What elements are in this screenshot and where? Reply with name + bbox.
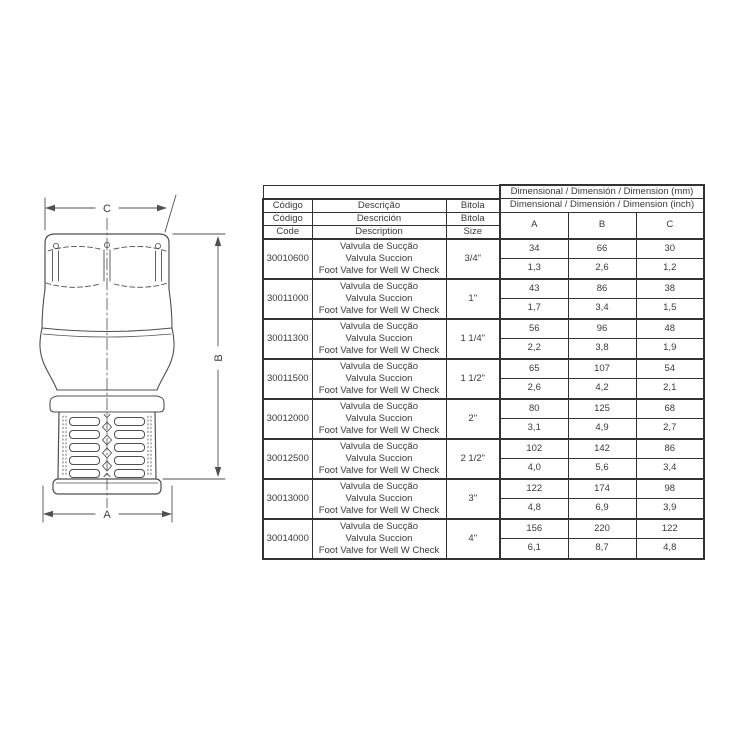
desc-line-pt: Valvula de Sucção — [340, 520, 418, 532]
desc-line-en: Foot Valve for Well W Check — [318, 504, 440, 516]
row-size: 1" — [446, 279, 500, 319]
mm-c: 68 — [636, 399, 704, 419]
inch-c: 2,7 — [636, 419, 704, 439]
desc-line-es: Valvula Succion — [345, 252, 413, 264]
desc-line-pt: Valvula de Sucção — [340, 440, 418, 452]
inch-b: 4,9 — [568, 419, 636, 439]
row-description — [312, 279, 446, 319]
header-descricao-pt: Descrição — [312, 199, 446, 213]
row-description — [312, 319, 446, 359]
desc-line-es: Valvula Succion — [345, 492, 413, 504]
dimension-table — [262, 184, 705, 560]
desc-line-pt: Valvula de Sucção — [340, 400, 418, 412]
mm-c: 98 — [636, 479, 704, 499]
desc-line-en: Foot Valve for Well W Check — [318, 344, 440, 356]
row-description — [312, 439, 446, 479]
header-bitola-es: Bitola — [446, 212, 500, 225]
desc-line-en: Foot Valve for Well W Check — [318, 384, 440, 396]
desc-line-en: Foot Valve for Well W Check — [318, 424, 440, 436]
mm-b: 220 — [568, 519, 636, 539]
inch-c: 1,9 — [636, 339, 704, 359]
mm-c: 38 — [636, 279, 704, 299]
row-size: 1 1/4" — [446, 319, 500, 359]
row-code: 30011300 — [263, 319, 312, 359]
mm-b: 174 — [568, 479, 636, 499]
mm-c: 30 — [636, 239, 704, 259]
row-code: 30012000 — [263, 399, 312, 439]
header-size-en: Size — [446, 225, 500, 239]
inch-a: 6,1 — [500, 539, 568, 559]
row-code: 30010600 — [263, 239, 312, 279]
inch-c: 1,5 — [636, 299, 704, 319]
mm-b: 142 — [568, 439, 636, 459]
desc-line-es: Valvula Succion — [345, 452, 413, 464]
mm-a: 34 — [500, 239, 568, 259]
row-description — [312, 519, 446, 559]
row-size: 4" — [446, 519, 500, 559]
mm-a: 102 — [500, 439, 568, 459]
row-code: 30014000 — [263, 519, 312, 559]
row-description — [312, 239, 446, 279]
mm-b: 107 — [568, 359, 636, 379]
inch-c: 3,9 — [636, 499, 704, 519]
mm-c: 86 — [636, 439, 704, 459]
inch-a: 4,8 — [500, 499, 568, 519]
table-blank-corner — [263, 185, 500, 199]
inch-b: 3,8 — [568, 339, 636, 359]
header-codigo-pt: Código — [263, 199, 312, 213]
mm-b: 86 — [568, 279, 636, 299]
dimension-c-label: C — [103, 203, 111, 215]
desc-line-en: Foot Valve for Well W Check — [318, 464, 440, 476]
header-description-en: Description — [312, 225, 446, 239]
dimension-c — [45, 195, 176, 232]
row-code: 30013000 — [263, 479, 312, 519]
dimension-a — [43, 486, 172, 522]
mm-a: 122 — [500, 479, 568, 499]
header-dim-b: B — [568, 212, 636, 239]
mm-a: 56 — [500, 319, 568, 339]
row-code: 30011000 — [263, 279, 312, 319]
desc-line-es: Valvula Succion — [345, 332, 413, 344]
row-code: 30012500 — [263, 439, 312, 479]
inch-a: 1,3 — [500, 259, 568, 279]
inch-b: 4,2 — [568, 379, 636, 399]
desc-line-es: Valvula Succion — [345, 412, 413, 424]
mm-b: 125 — [568, 399, 636, 419]
row-description — [312, 479, 446, 519]
row-size: 3/4" — [446, 239, 500, 279]
row-size: 3" — [446, 479, 500, 519]
row-description — [312, 359, 446, 399]
header-dim-a: A — [500, 212, 568, 239]
desc-line-en: Foot Valve for Well W Check — [318, 264, 440, 276]
inch-c: 1,2 — [636, 259, 704, 279]
dimension-a-label: A — [103, 509, 111, 521]
mm-a: 80 — [500, 399, 568, 419]
inch-a: 3,1 — [500, 419, 568, 439]
header-dimension-inch: Dimensional / Dimensión / Dimension (inch) — [500, 199, 704, 213]
mm-b: 96 — [568, 319, 636, 339]
desc-line-en: Foot Valve for Well W Check — [318, 544, 440, 556]
mm-c: 122 — [636, 519, 704, 539]
mm-a: 65 — [500, 359, 568, 379]
mm-b: 66 — [568, 239, 636, 259]
desc-line-es: Valvula Succion — [345, 292, 413, 304]
row-code: 30011500 — [263, 359, 312, 399]
desc-line-pt: Valvula de Sucção — [340, 280, 418, 292]
header-bitola-pt: Bitola — [446, 199, 500, 213]
mm-c: 48 — [636, 319, 704, 339]
row-description — [312, 399, 446, 439]
inch-b: 2,6 — [568, 259, 636, 279]
mm-a: 43 — [500, 279, 568, 299]
inch-b: 5,6 — [568, 459, 636, 479]
inch-c: 3,4 — [636, 459, 704, 479]
mm-a: 156 — [500, 519, 568, 539]
header-dimension-mm: Dimensional / Dimensión / Dimension (mm) — [500, 185, 704, 199]
inch-a: 1,7 — [500, 299, 568, 319]
inch-b: 6,9 — [568, 499, 636, 519]
foot-valve-drawing — [15, 182, 265, 542]
inch-b: 3,4 — [568, 299, 636, 319]
inch-a: 2,2 — [500, 339, 568, 359]
desc-line-en: Foot Valve for Well W Check — [318, 304, 440, 316]
dimension-b-label: B — [213, 354, 225, 362]
mm-c: 54 — [636, 359, 704, 379]
desc-line-pt: Valvula de Sucção — [340, 320, 418, 332]
desc-line-pt: Valvula de Sucção — [340, 240, 418, 252]
header-dim-c: C — [636, 212, 704, 239]
inch-c: 4,8 — [636, 539, 704, 559]
inch-a: 2,6 — [500, 379, 568, 399]
header-descripcion-es: Descrición — [312, 212, 446, 225]
row-size: 2 1/2" — [446, 439, 500, 479]
desc-line-pt: Valvula de Sucção — [340, 480, 418, 492]
row-size: 2" — [446, 399, 500, 439]
header-code-en: Code — [263, 225, 312, 239]
row-size: 1 1/2" — [446, 359, 500, 399]
header-codigo-es: Código — [263, 212, 312, 225]
inch-a: 4,0 — [500, 459, 568, 479]
desc-line-es: Valvula Succion — [345, 372, 413, 384]
valve-drawing-svg — [15, 182, 265, 542]
desc-line-es: Valvula Succion — [345, 532, 413, 544]
inch-c: 2,1 — [636, 379, 704, 399]
desc-line-pt: Valvula de Sucção — [340, 360, 418, 372]
inch-b: 8,7 — [568, 539, 636, 559]
